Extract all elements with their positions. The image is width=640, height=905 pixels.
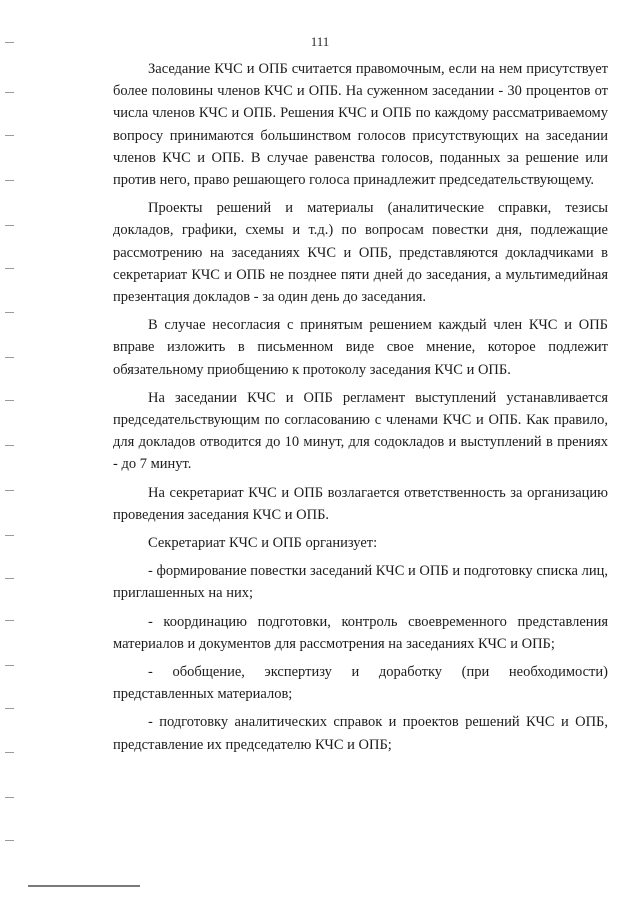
list-item-analytical-reports: - подготовку аналитических справок и проектов решений КЧС и ОПБ, представление их председателю КЧС и ОПБ; (113, 714, 608, 753)
list-item-coordination: - координацию подготовки, контроль своевременного представления материалов и документов для рассмотрения на заседаниях КЧС и ОПБ; (113, 613, 608, 652)
footer-divider (28, 885, 140, 887)
page-number: 111 (310, 34, 330, 49)
paragraph-speech-regulation: На заседании КЧС и ОПБ регламент выступлений устанавливается председательствующим по согласованию с членами КЧС и ОПБ. Как правило, для докладов отводится до 10 минут, для содокладов и выступлений в прениях - до 7 минут. (113, 389, 608, 473)
document-body (113, 58, 608, 762)
scan-margin-marks (0, 0, 20, 905)
paragraph-quorum: Заседание КЧС и ОПБ считается правомочным, если на нем присутствует более половины членов КЧС и ОПБ. На суженном заседании - 30 процентов от числа членов КЧС и ОПБ. Решения КЧС и ОПБ по каждому рассматриваемому вопросу принимаются большинством голосов присутствующих на заседании членов КЧС и ОПБ. В случае равенства голосов, поданных за решение или против него, право решающего голоса принадлежит председательствующему. (113, 61, 608, 189)
paragraph-disagreement: В случае несогласия с принятым решением каждый член КЧС и ОПБ вправе изложить в письменном виде свое мнение, которое подлежит обязательному приобщению к протоколу заседания КЧС и ОПБ. (113, 317, 608, 378)
list-item-agenda: - формирование повестки заседаний КЧС и ОПБ и подготовку списка лиц, приглашенных на них; (113, 563, 608, 602)
list-item-generalization: - обобщение, экспертизу и доработку (при необходимости) представленных материалов; (113, 664, 608, 703)
paragraph-secretariat-responsibility: На секретариат КЧС и ОПБ возлагается ответственность за организацию проведения заседания КЧС и ОПБ. (113, 484, 608, 523)
paragraph-secretariat-organizes: Секретариат КЧС и ОПБ организует: (148, 535, 378, 552)
paragraph-draft-decisions: Проекты решений и материалы (аналитические справки, тезисы докладов, графики, схемы и т.д.) по вопросам повестки дня, подлежащие рассмотрению на заседаниях КЧС и ОПБ, представляются докладчиками в секретариат КЧС и ОПБ не позднее пяти дней до заседания, а мультимедийная презентация докладов - за один день до заседания. (113, 200, 608, 306)
